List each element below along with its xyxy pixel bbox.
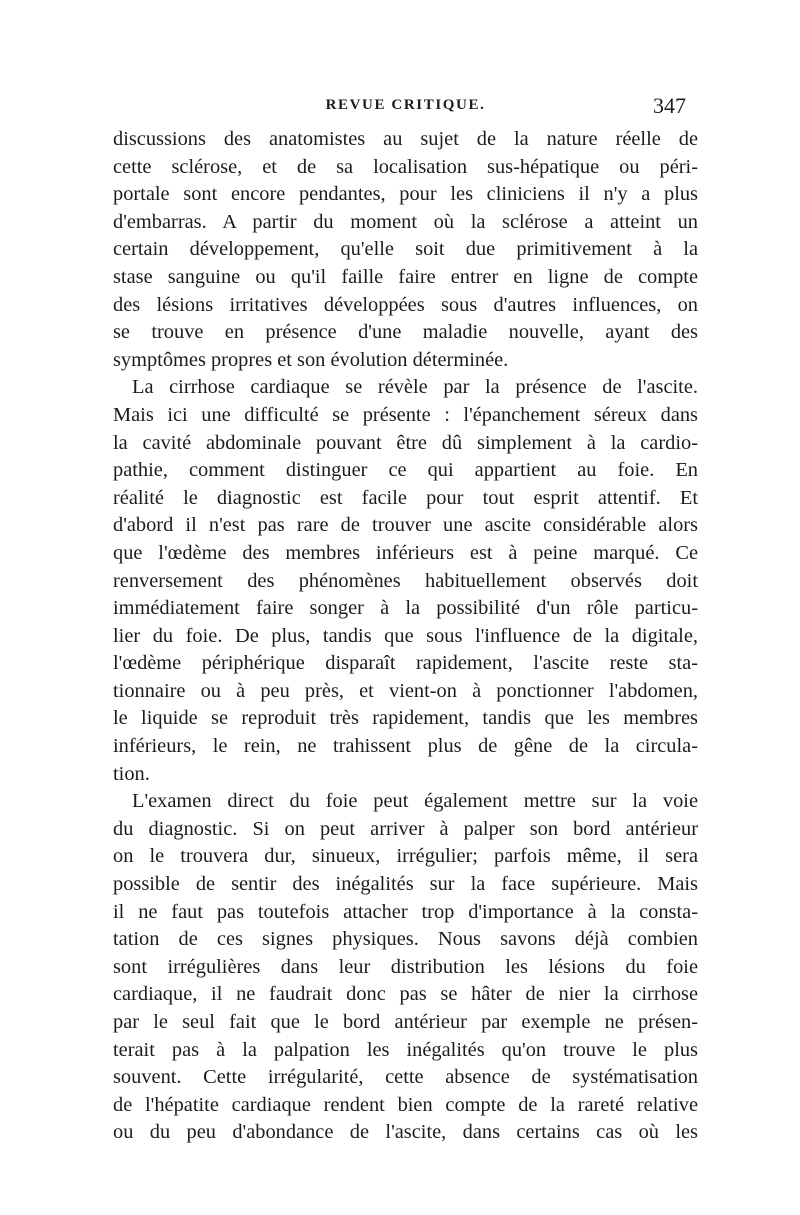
text-line: que l'œdème des membres inférieurs est à peine marqué. Ce [113, 541, 698, 564]
text-line: ou du peu d'abondance de l'ascite, dans certains cas où les [113, 1121, 698, 1144]
text-line: inférieurs, le rein, ne trahissent plus de gêne de la circula- [113, 735, 698, 758]
text-line: renversement des phénomènes habituellement observés doit [113, 569, 698, 592]
text-line: immédiatement faire songer à la possibilité d'un rôle particu- [113, 597, 698, 620]
text-line: L'examen direct du foie peut également mettre sur la voie [132, 790, 698, 813]
page-number: 347 [653, 93, 686, 118]
text-line: lier du foie. De plus, tandis que sous l'influence de la digitale, [113, 624, 698, 647]
text-line: certain développement, qu'elle soit due primitivement à la [113, 238, 698, 261]
body-text [113, 126, 698, 1147]
text-line: se trouve en présence d'une maladie nouvelle, ayant des [113, 321, 698, 344]
text-line: l'œdème périphérique disparaît rapidement, l'ascite reste sta- [113, 652, 698, 675]
page-header [113, 93, 698, 123]
text-line: souvent. Cette irrégularité, cette absence de systématisation [113, 1066, 698, 1089]
text-line: du diagnostic. Si on peut arriver à palper son bord antérieur [113, 817, 698, 840]
text-line: tion. [113, 762, 150, 785]
text-line: La cirrhose cardiaque se révèle par la présence de l'ascite. [132, 376, 698, 399]
text-line: de l'hépatite cardiaque rendent bien compte de la rareté relative [113, 1093, 698, 1116]
text-line: par le seul fait que le bord antérieur par exemple ne présen- [113, 1011, 698, 1033]
text-line: cette sclérose, et de sa localisation sus-hépatique ou péri- [113, 155, 698, 178]
text-line: réalité le diagnostic est facile pour tout esprit attentif. Et [113, 486, 698, 509]
text-line: tation de ces signes physiques. Nous savons déjà combien [113, 928, 698, 951]
text-line: des lésions irritatives développées sous d'autres influences, on [113, 293, 698, 316]
text-line: discussions des anatomistes au sujet de la nature réelle de [113, 128, 698, 150]
text-line: symptômes propres et son évolution déterminée. [113, 348, 509, 371]
text-line: terait pas à la palpation les inégalités qu'on trouve le plus [113, 1038, 698, 1061]
running-title: REVUE CRITIQUE. [325, 97, 486, 113]
text-line: pathie, comment distinguer ce qui appartient au foie. En [113, 459, 698, 482]
text-line: la cavité abdominale pouvant être dû simplement à la cardio- [113, 431, 698, 454]
text-line: possible de sentir des inégalités sur la face supérieure. Mais [113, 873, 698, 896]
text-line: Mais ici une difficulté se présente : l'épanchement séreux dans [113, 403, 698, 426]
text-line: stase sanguine ou qu'il faille faire entrer en ligne de compte [113, 265, 698, 288]
text-line: sont irrégulières dans leur distribution les lésions du foie [113, 955, 698, 978]
text-line: portale sont encore pendantes, pour les cliniciens il n'y a plus [113, 183, 698, 206]
text-line: il ne faut pas toutefois attacher trop d'importance à la consta- [113, 900, 698, 923]
text-line: tionnaire ou à peu près, et vient-on à ponctionner l'abdomen, [113, 679, 698, 702]
text-line: on le trouvera dur, sinueux, irrégulier; parfois même, il sera [113, 845, 698, 868]
text-line: le liquide se reproduit très rapidement, tandis que les membres [113, 707, 698, 730]
text-line: cardiaque, il ne faudrait donc pas se hâter de nier la cirrhose [113, 983, 698, 1006]
text-line: d'abord il n'est pas rare de trouver une ascite considérable alors [113, 514, 698, 537]
text-line: d'embarras. A partir du moment où la sclérose a atteint un [113, 210, 698, 233]
